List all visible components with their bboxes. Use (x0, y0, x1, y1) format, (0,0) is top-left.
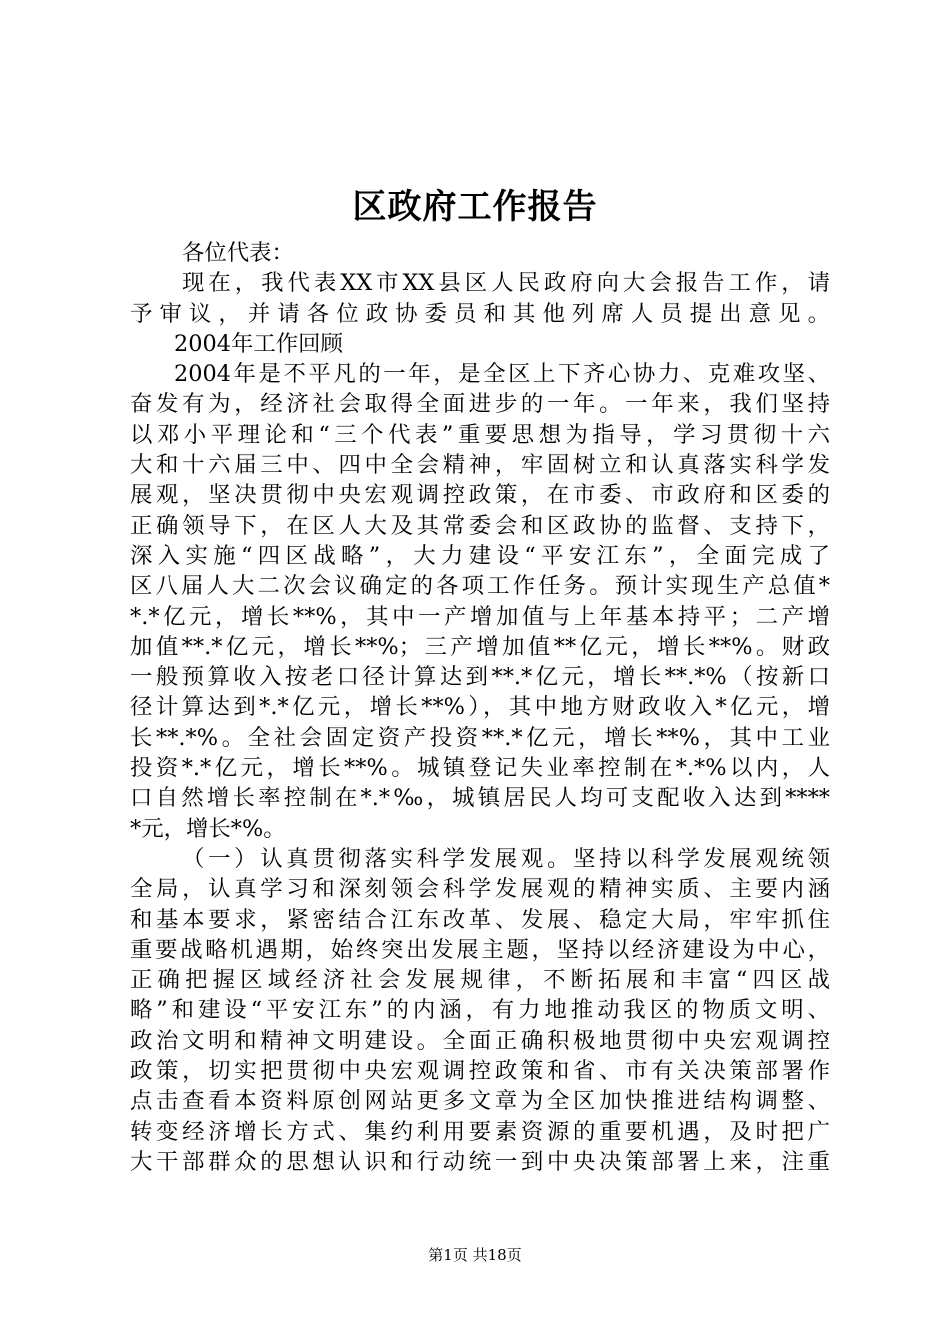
body-line: 口自然增长率控制在*.*‰，城镇居民人均可支配收入达到**** (130, 785, 830, 812)
body-line: 长**.*%。全社会固定资产投资**.*亿元，增长**%，其中工业 (130, 724, 830, 751)
body-line: 和基本要求，紧密结合江东改革、发展、稳定大局，牢牢抓住 (130, 906, 830, 933)
page-title: 区政府工作报告 (352, 187, 598, 227)
body-line: 政策，切实把贯彻中央宏观调控政策和省、市有关决策部署作 (130, 1058, 830, 1085)
body-line: 全局，认真学习和深刻领会科学发展观的精神实质、主要内涵 (130, 876, 830, 903)
body-line: 径计算达到*.*亿元，增长**%），其中地方财政收入*亿元，增 (130, 694, 830, 721)
body-line: 正确领导下，在区人大及其常委会和区政协的监督、支持下， (130, 512, 830, 539)
body-line: 以邓小平理论和“三个代表”重要思想为指导，学习贯彻十六 (130, 421, 830, 448)
body-line: （一）认真贯彻落实科学发展观。坚持以科学发展观统领 (182, 845, 830, 872)
page-footer: 第1页 共18页 (428, 1246, 522, 1264)
body-line: 予审议，并请各位政协委员和其他列席人员提出意见。 (130, 300, 830, 327)
body-line: 深入实施“四区战略”，大力建设“平安江东”，全面完成了 (130, 542, 830, 569)
body-line: 加值**.*亿元，增长**%；三产增加值**亿元，增长**%。财政 (130, 633, 830, 660)
body-line: 一般预算收入按老口径计算达到**.*亿元，增长**.*%（按新口 (130, 664, 830, 691)
body-line: 略”和建设“平安江东”的内涵，有力地推动我区的物质文明、 (130, 997, 830, 1024)
body-line: 转变经济增长方式、集约利用要素资源的重要机遇，及时把广 (130, 1118, 830, 1145)
body-line: 大干部群众的思想认识和行动统一到中央决策部署上来，注重 (130, 1148, 830, 1175)
body-line: 大和十六届三中、四中全会精神，牢固树立和认真落实科学发 (130, 452, 830, 479)
body-line: *.*亿元，增长**%，其中一产增加值与上年基本持平；二产增 (130, 603, 830, 630)
body-line: 正确把握区域经济社会发展规律，不断拓展和丰富“四区战 (130, 967, 830, 994)
body-line: 点击查看本资料原创网站更多文章为全区加快推进结构调整、 (130, 1088, 830, 1115)
body-line: 政治文明和精神文明建设。全面正确积极地贯彻中央宏观调控 (130, 1027, 830, 1054)
document-body (130, 238, 830, 1177)
body-line: 奋发有为，经济社会取得全面进步的一年。一年来，我们坚持 (130, 391, 830, 418)
body-line: 展观，坚决贯彻中央宏观调控政策，在市委、市政府和区委的 (130, 482, 830, 509)
body-line: 2004年是不平凡的一年，是全区上下齐心协力、克难攻坚、 (174, 361, 830, 388)
body-line: 区八届人大二次会议确定的各项工作任务。预计实现生产总值* (130, 573, 830, 600)
body-line: *元，增长*%。 (130, 815, 286, 842)
body-line: 现在，我代表XX市XX县区人民政府向大会报告工作，请 (182, 270, 830, 297)
body-line: 投资*.*亿元，增长**%。城镇登记失业率控制在*.*%以内，人 (130, 755, 830, 782)
body-line: 重要战略机遇期，始终突出发展主题，坚持以经济建设为中心， (130, 936, 830, 963)
salutation-line: 各位代表： (182, 240, 294, 266)
section-heading: 2004年工作回顾 (174, 330, 343, 357)
